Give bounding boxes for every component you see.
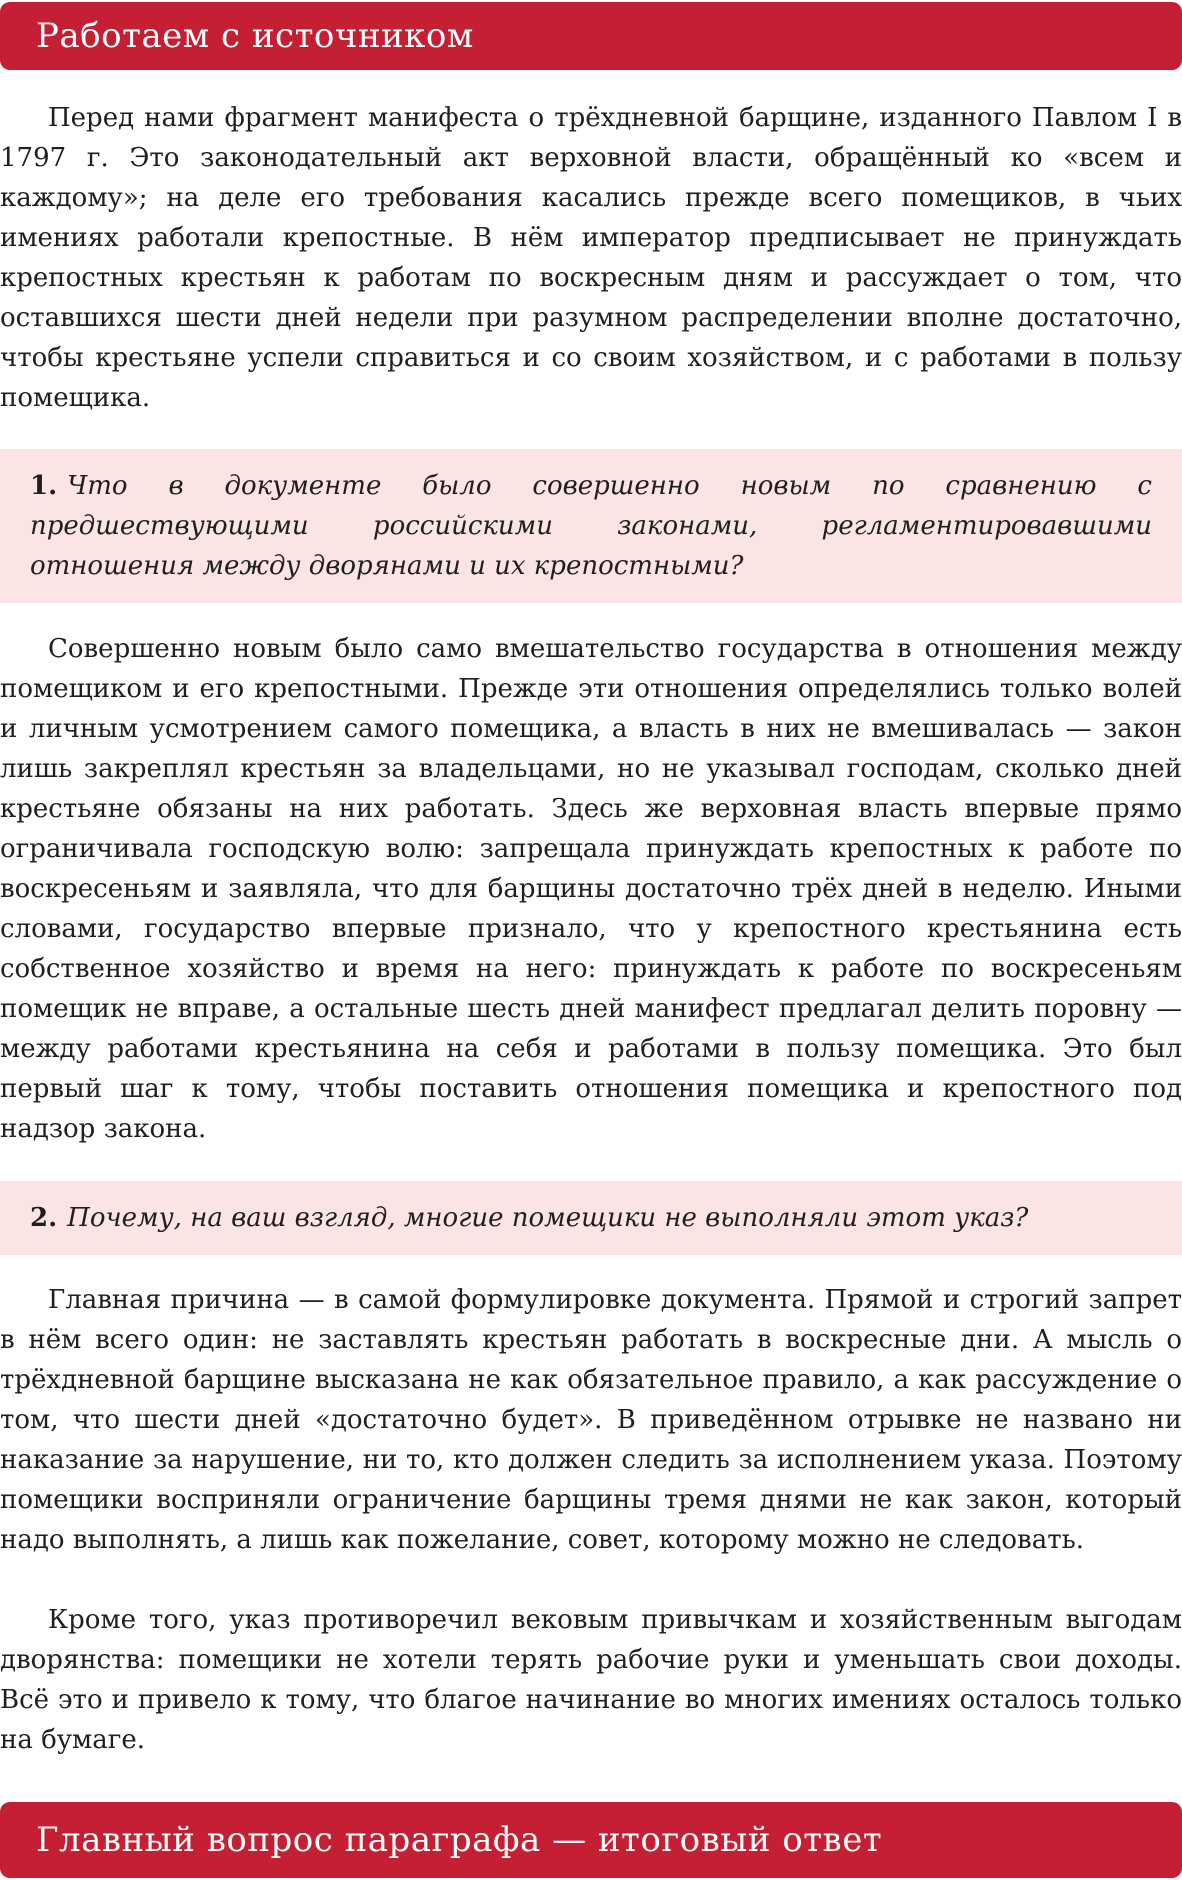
main-question-banner [0,1802,1182,1878]
answer-2-paragraph-2: Кроме того, указ противоречил вековым привычкам и хозяйственным выгодам дворянства: помещики не хотели терять рабочие руки и уменьшать свои доходы. Всё это и привело к тому, что благое начинание во многих имениях осталось только на бумаге. [0,1605,1182,1755]
question-1-box [0,449,1182,603]
main-question-title: Главный вопрос параграфа — итоговый ответ [36,1820,883,1860]
intro-paragraph: Перед нами фрагмент манифеста о трёхдневной барщине, изданного Павлом I в 1797 г. Это законодательный акт верховной власти, обращённый ко «всем и каждому»; на деле его требования касались прежде всего помещиков, в чьих имениях работали крепостные. В нём император предписывает не принуждать крепостных крестьян к работам по воскресным дням и рассуждает о том, что оставшихся шести дней недели при разумном распределении вполне достаточно, чтобы крестьяне успели справиться и со своим хозяйством, и с работами в пользу помещика. [0,103,1182,413]
section-header-title: Работаем с источником [36,16,474,56]
question-2-text: Почему, на ваш взгляд, многие помещики не выполняли этот указ? [67,1203,1029,1233]
answer-1-paragraph: Совершенно новым было само вмешательство государства в отношения между помещиком и его крепостными. Прежде эти отношения определялись только волей и личным усмотрением самого помещика, а власть в них не вмешивалась — закон лишь закреплял крестьян за владельцами, но не указывал господам, сколько дней крестьяне обязаны на них работать. Здесь же верховная власть впервые прямо ограничивала господскую волю: запрещала принуждать крепостных к работе по воскресеньям и заявляла, что для барщины достаточно трёх дней в неделю. Иными словами, государство впервые признало, что у крепостного крестьянина есть собственное хозяйство и время на него: принуждать к работе по воскресеньям помещик не вправе, а остальные шесть дней манифест предлагал делить поровну — между работами крестьянина на себя и работами в пользу помещика. Это был первый шаг к тому, чтобы поставить отношения помещика и крепостного под надзор закона. [0,634,1182,1144]
question-1-number: 1. [30,471,58,501]
question-1-text: Что в документе было совершенно новым по сравнению с предшествующими российскими законами, регламентировавшими отношения между дворянами и их крепостными? [30,471,1152,581]
question-2-box [0,1181,1182,1255]
answer-2-paragraph-1: Главная причина — в самой формулировке документа. Прямой и строгий запрет в нём всего один: не заставлять крестьян работать в воскресные дни. А мысль о трёхдневной барщине высказана не как обязательное правило, а как рассуждение о том, что шести дней «достаточно будет». В приведённом отрывке не названо ни наказание за нарушение, ни то, кто должен следить за исполнением указа. Поэтому помещики восприняли ограничение барщины тремя днями не как закон, который надо выполнять, а лишь как пожелание, совет, которому можно не следовать. [0,1285,1182,1555]
question-2-number: 2. [30,1203,58,1233]
section-header-banner [0,2,1182,70]
